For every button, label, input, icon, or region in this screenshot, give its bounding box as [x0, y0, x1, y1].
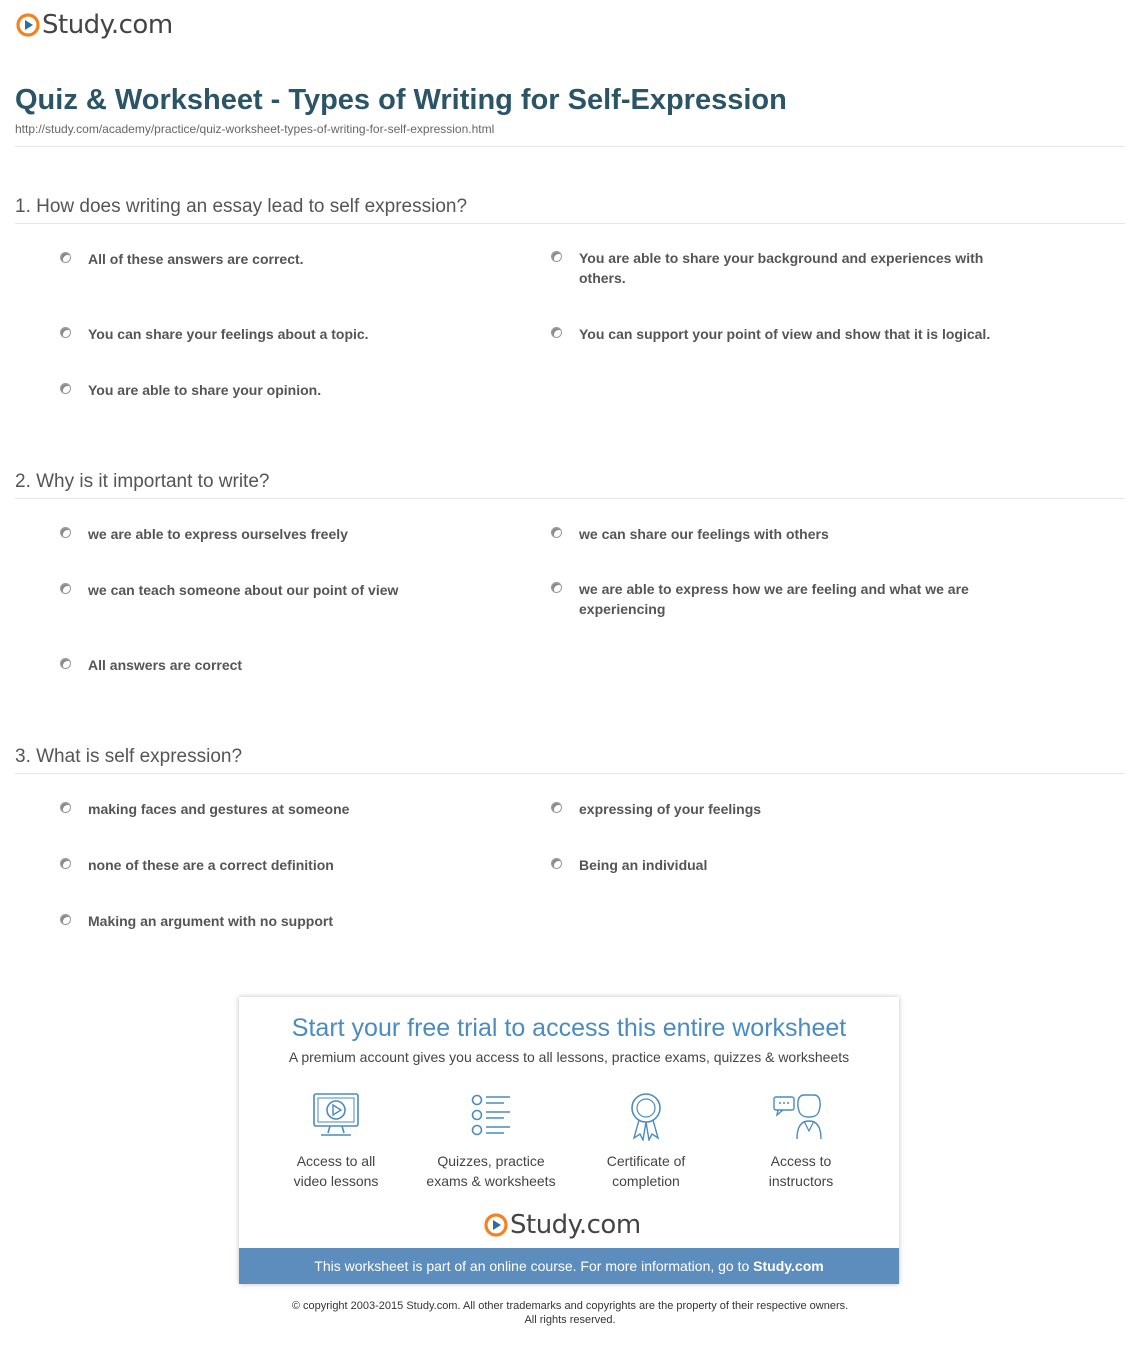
radio-icon[interactable]	[551, 858, 562, 869]
feature-quizzes	[416, 1091, 566, 1191]
answer-option[interactable]	[551, 524, 981, 544]
feature-label: Access to all	[296, 1153, 376, 1169]
divider	[15, 146, 1125, 147]
radio-icon[interactable]	[60, 914, 71, 925]
radio-icon[interactable]	[60, 252, 71, 263]
feature-label: exams & worksheets	[426, 1173, 556, 1189]
rights-text: All rights reserved.	[524, 1314, 616, 1326]
answer-label: You can share your feelings about a topic.	[88, 326, 369, 342]
video-lesson-icon	[311, 1091, 361, 1141]
study-logo-card[interactable]	[484, 1210, 641, 1240]
free-trial-card	[239, 997, 899, 1284]
trial-heading[interactable]: Start your free trial to access this entire worksheet	[291, 1014, 847, 1042]
answer-label: we are able to express how we are feeling and what we are experiencing	[579, 581, 969, 617]
answer-label: making faces and gestures at someone	[88, 801, 350, 817]
radio-icon[interactable]	[60, 858, 71, 869]
radio-icon[interactable]	[60, 327, 71, 338]
study-logo[interactable]	[16, 10, 173, 40]
radio-icon[interactable]	[551, 802, 562, 813]
answer-option[interactable]	[551, 855, 981, 875]
answer-option[interactable]	[60, 855, 490, 875]
trial-subtitle: A premium account gives you access to all lessons, practice exams, quizzes & worksheets	[288, 1049, 850, 1065]
page-url[interactable]: http://study.com/academy/practice/quiz-worksheet-types-of-writing-for-self-expression.html	[15, 122, 495, 136]
answer-label: none of these are a correct definition	[88, 857, 334, 873]
answer-option[interactable]	[551, 579, 981, 619]
radio-icon[interactable]	[60, 383, 71, 394]
play-logo-icon	[16, 13, 40, 37]
question-3: 3. What is self expression?	[15, 746, 243, 767]
feature-instructors	[726, 1091, 876, 1191]
logo-wordmark: Study.com	[42, 10, 173, 40]
answer-option[interactable]	[551, 324, 1031, 344]
question-1: 1. How does writing an essay lead to self expression?	[15, 196, 468, 217]
radio-icon[interactable]	[551, 327, 562, 338]
answer-label: All answers are correct	[88, 657, 243, 673]
answer-option[interactable]	[60, 911, 490, 931]
quiz-list-icon	[466, 1091, 516, 1141]
feature-label: instructors	[768, 1173, 834, 1189]
answer-option[interactable]	[60, 249, 490, 269]
answer-label: You are able to share your opinion.	[88, 382, 322, 398]
answer-option[interactable]	[60, 799, 490, 819]
answer-label: All of these answers are correct.	[88, 251, 304, 267]
answer-label: Making an argument with no support	[88, 913, 333, 929]
feature-video-lessons	[261, 1091, 411, 1191]
answer-option[interactable]	[60, 324, 490, 344]
answer-option[interactable]	[60, 580, 490, 600]
divider	[15, 223, 1125, 224]
radio-icon[interactable]	[551, 527, 562, 538]
radio-icon[interactable]	[60, 802, 71, 813]
answer-option[interactable]	[60, 524, 490, 544]
feature-label: Certificate of	[606, 1153, 686, 1169]
feature-label: Access to	[770, 1153, 832, 1169]
footer	[0, 1299, 1140, 1327]
instructor-icon	[771, 1091, 831, 1141]
study-link[interactable]: Study.com	[753, 1258, 824, 1274]
radio-icon[interactable]	[60, 527, 71, 538]
radio-icon[interactable]	[551, 251, 562, 262]
play-logo-icon	[484, 1213, 508, 1237]
logo-wordmark: Study.com	[510, 1210, 641, 1240]
certificate-icon	[621, 1091, 671, 1141]
divider	[15, 498, 1125, 499]
radio-icon[interactable]	[60, 658, 71, 669]
answer-option[interactable]	[551, 799, 981, 819]
answer-label: You can support your point of view and show that it is logical.	[579, 326, 991, 342]
feature-label: Quizzes, practice	[437, 1153, 545, 1169]
divider	[15, 773, 1125, 774]
answer-label: we are able to express ourselves freely	[88, 526, 348, 542]
page-title: Quiz & Worksheet - Types of Writing for Self-Expression	[15, 84, 787, 116]
feature-label: video lessons	[293, 1173, 379, 1189]
answer-label: we can teach someone about our point of view	[88, 582, 399, 598]
answer-option[interactable]	[60, 655, 490, 675]
feature-certificate	[571, 1091, 721, 1191]
question-2: 2. Why is it important to write?	[15, 471, 270, 492]
answer-label: You are able to share your background and experiences with others.	[579, 250, 984, 286]
copyright-text: © copyright 2003-2015 Study.com. All other trademarks and copyrights are the property of their respective owners.	[291, 1300, 849, 1312]
radio-icon[interactable]	[551, 582, 562, 593]
radio-icon[interactable]	[60, 583, 71, 594]
answer-label: we can share our feelings with others	[579, 526, 829, 542]
answer-label: Being an individual	[579, 857, 708, 873]
feature-label: completion	[612, 1173, 680, 1189]
answer-label: expressing of your feelings	[579, 801, 762, 817]
banner-text: This worksheet is part of an online course. For more information, go to	[314, 1258, 754, 1274]
course-banner	[239, 1248, 899, 1284]
answer-option[interactable]	[551, 248, 1031, 288]
answer-option[interactable]	[60, 380, 490, 400]
